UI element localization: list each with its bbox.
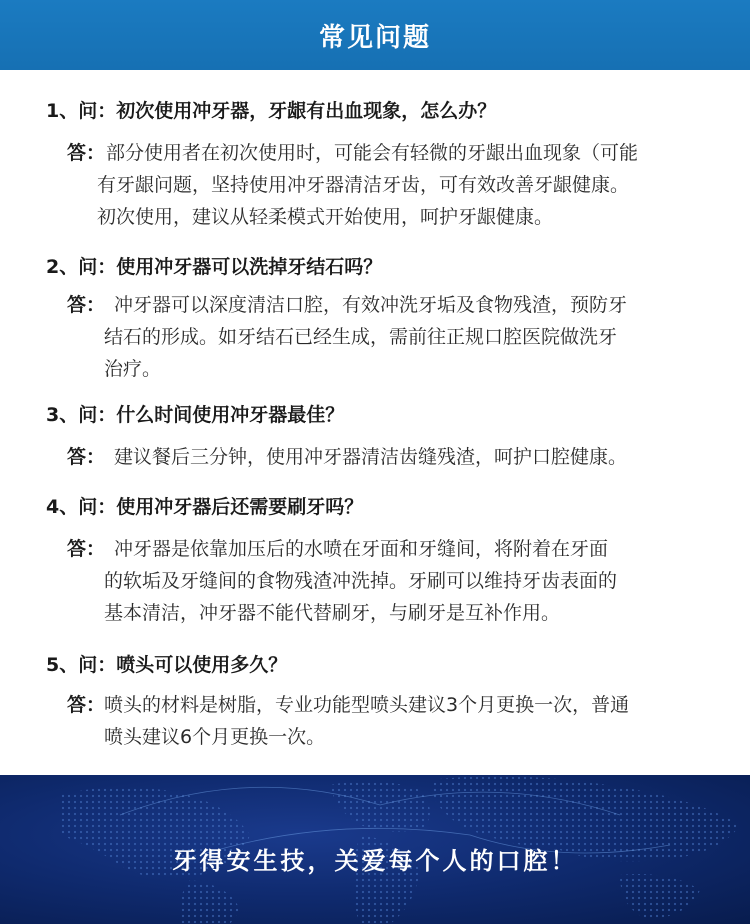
faq-answer-label: 答： [67,538,106,560]
faq-answer-line: 治疗。 [104,358,162,380]
faq-answer-label: 答： [67,446,106,468]
page-title: 常见问题 [318,22,431,53]
faq-answer-line: 有牙龈问题，坚持使用冲牙器清洁牙齿，可有效改善牙龈健康。 [97,174,630,196]
faq-answer-line: 结石的形成。如牙结石已经生成，需前往正规口腔医院做洗牙 [104,326,618,348]
faq-answer-line: 喷头建议6个月更换一次。 [104,726,326,748]
faq-answer-line: 建议餐后三分钟，使用冲牙器清洁齿缝残渣，呵护口腔健康。 [114,446,628,468]
faq-question: 4、问：使用冲牙器后还需要刷牙吗？ [46,496,364,518]
faq-answer-line: 冲牙器是依靠加压后的水喷在牙面和牙缝间，将附着在牙面 [114,538,609,560]
faq-answer-line: 部分使用者在初次使用时，可能会有轻微的牙龈出血现象（可能 [106,142,639,164]
faq-answer-label: 答： [67,294,106,316]
faq-question: 3、问：什么时间使用冲牙器最佳？ [46,404,345,426]
faq-answer-line: 的软垢及牙缝间的食物残渣冲洗掉。牙刷可以维持牙齿表面的 [104,570,618,592]
faq-answer-line: 冲牙器可以深度清洁口腔，有效冲洗牙垢及食物残渣，预防牙 [114,294,628,316]
page-header [0,0,750,70]
faq-list [0,70,750,775]
footer-banner [0,775,750,924]
faq-answer-line: 初次使用，建议从轻柔模式开始使用，呵护牙龈健康。 [97,206,554,228]
faq-answer-line: 基本清洁，冲牙器不能代替刷牙，与刷牙是互补作用。 [104,602,561,624]
faq-answer-line: 喷头的材料是树脂，专业功能型喷头建议3个月更换一次，普通 [104,694,630,716]
faq-question: 1、问：初次使用冲牙器，牙龈有出血现象，怎么办？ [46,100,497,122]
footer-slogan: 牙得安生技，关爱每个人的口腔！ [172,847,578,875]
faq-question: 5、问：喷头可以使用多久？ [46,654,288,676]
faq-answer-label: 答： [67,142,106,164]
faq-question: 2、问：使用冲牙器可以洗掉牙结石吗？ [46,256,383,278]
faq-answer-label: 答： [67,694,106,716]
